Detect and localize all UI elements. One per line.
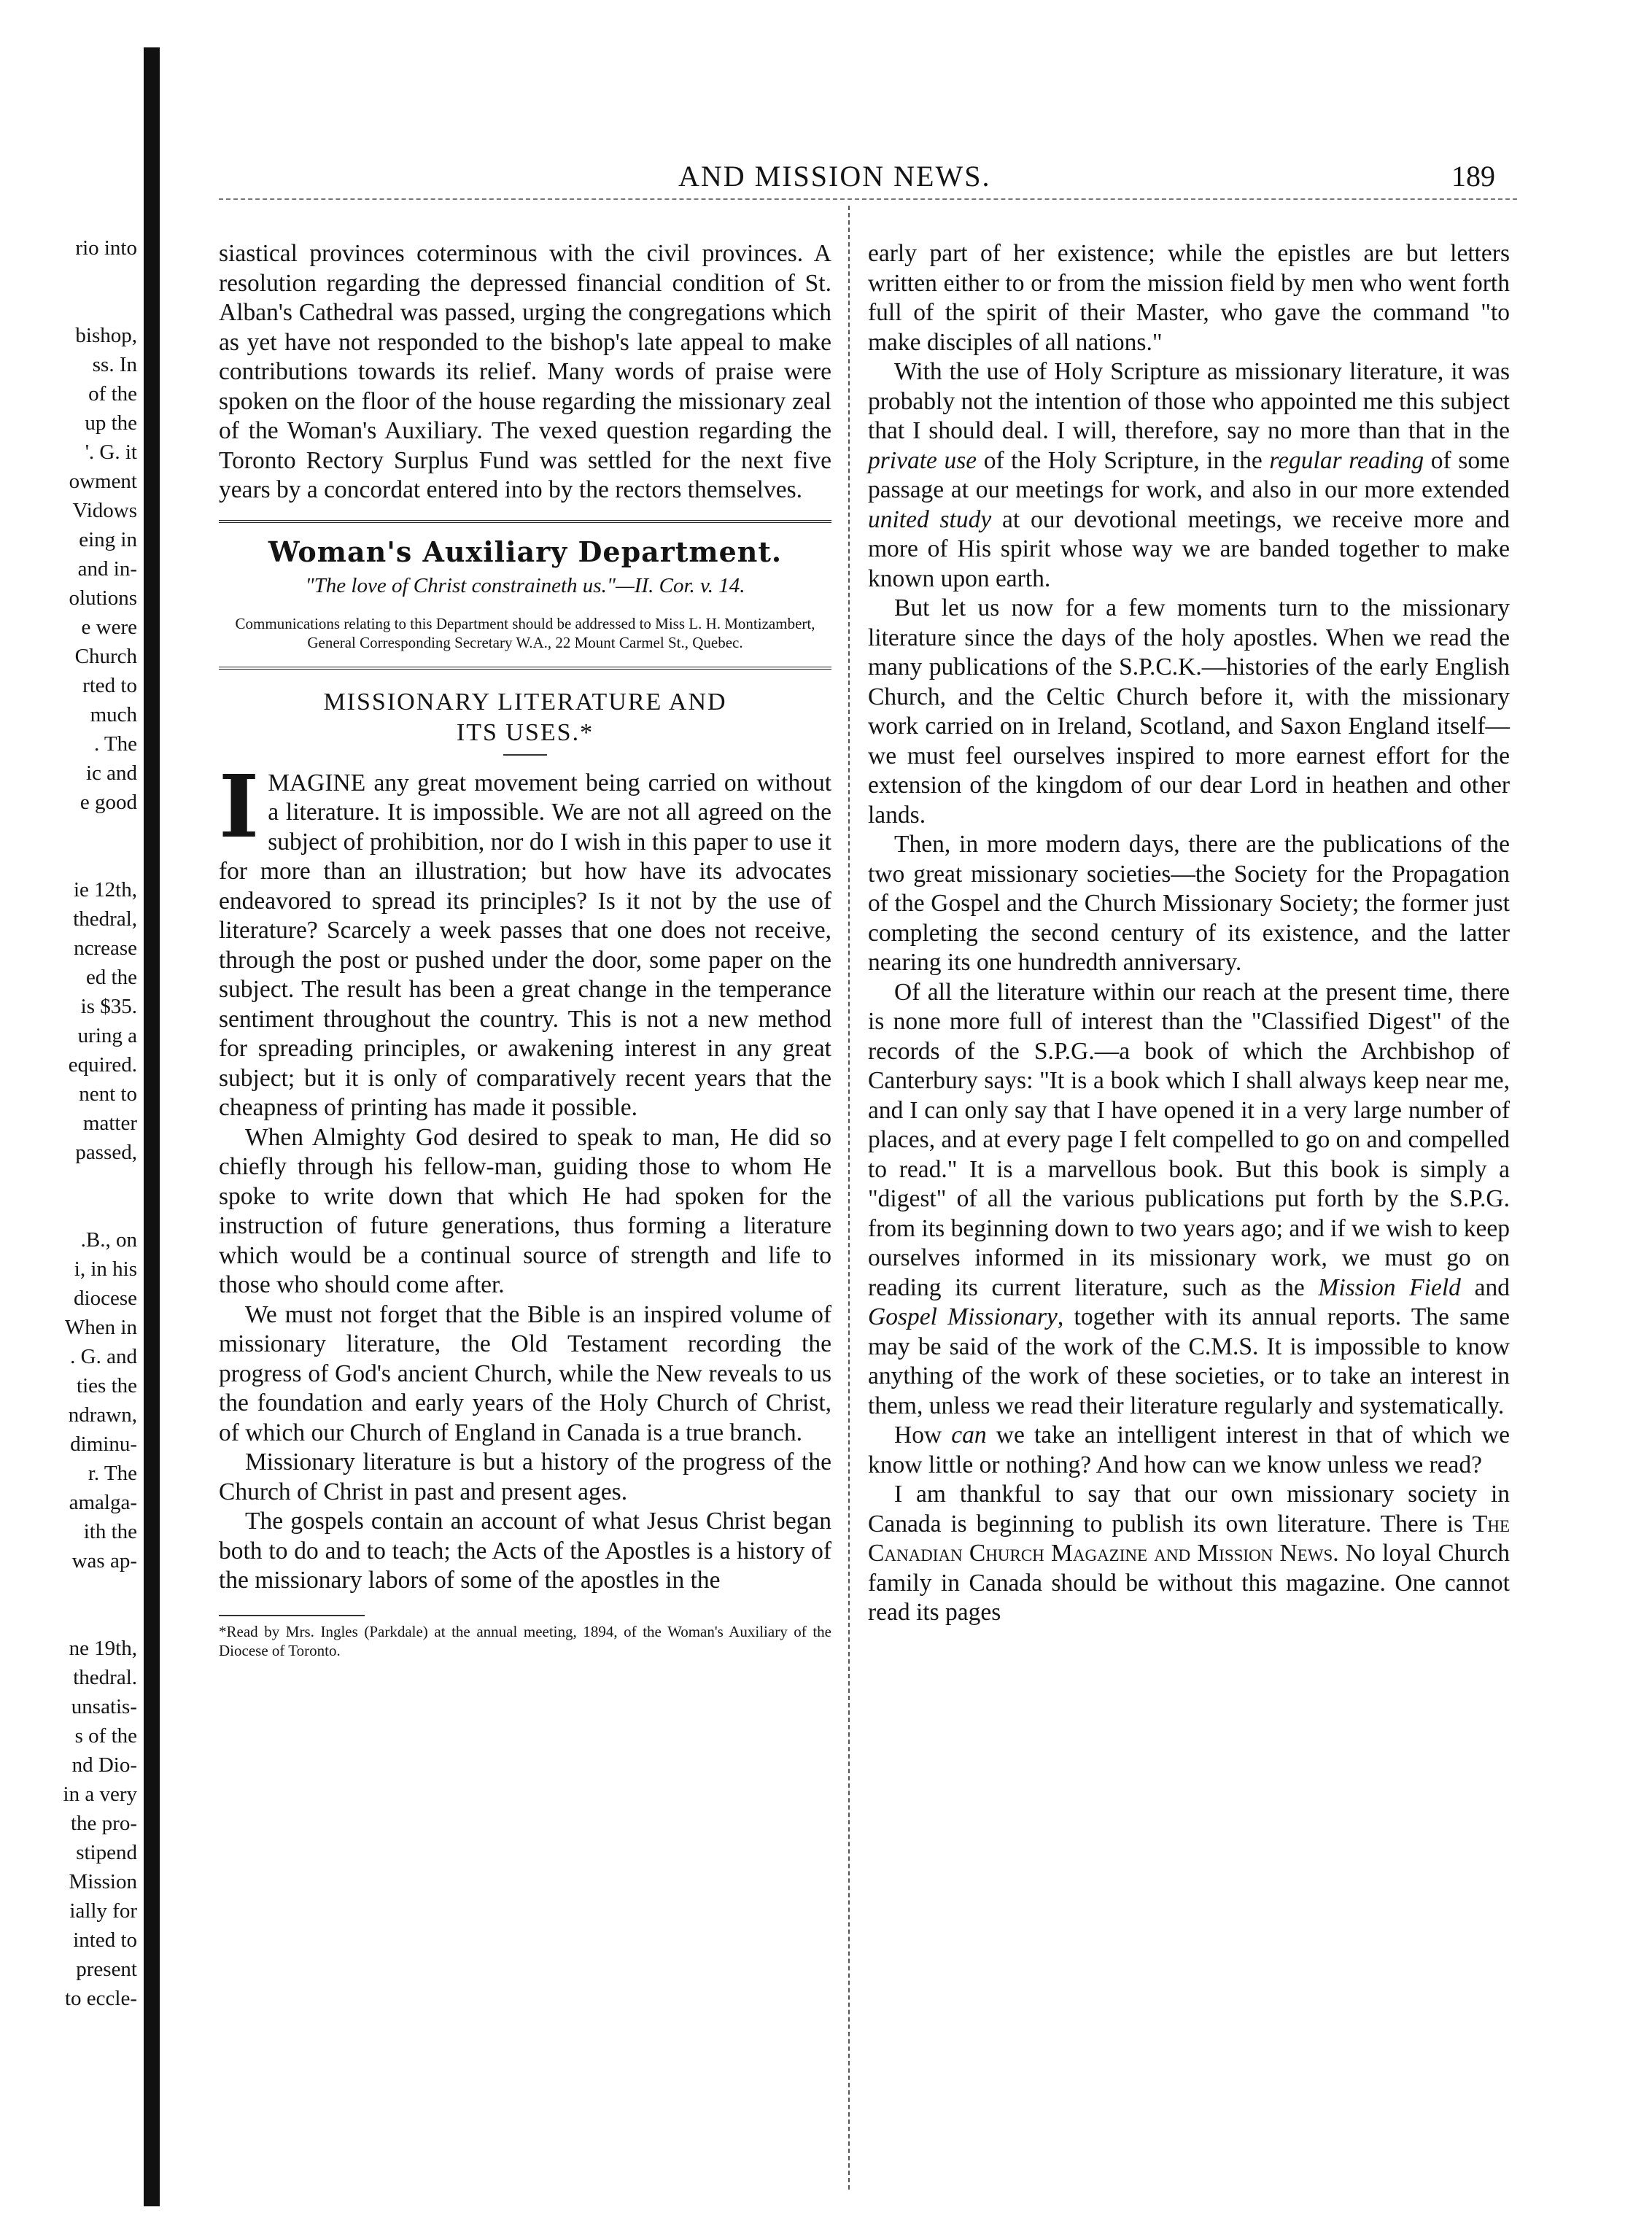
emphasis: Gospel Missionary — [868, 1303, 1058, 1330]
footnote-rule — [219, 1615, 365, 1616]
section-rule — [219, 667, 831, 674]
article-paragraph — [868, 1421, 1510, 1480]
article-paragraph: When Almighty God desired to speak to man, He did so chiefly through his fellow-man, guiding those to whom He spoke to write down that which He had spoken for the instruction of future generations, thus forming a literature which would be a continual source of strength and life to those who should come after. — [219, 1123, 831, 1298]
emphasis: regular reading — [1269, 446, 1424, 474]
article-title — [219, 687, 831, 748]
magazine-name: The Canadian Church Magazine and Mission News. — [868, 1510, 1511, 1567]
fragment-line: uring a — [77, 1024, 137, 1047]
running-title: AND MISSION NEWS. — [678, 160, 991, 193]
article-paragraph: Then, in more modern days, there are the publications of the two great missionary societies—the Society for the Propagation of the Gospel and the Church Missionary Society; the former just completing the second century of its existence, and the latter nearing its one hundredth anniversary. — [868, 831, 1510, 976]
article-paragraph — [219, 755, 831, 1123]
fragment-line: Church — [74, 645, 137, 668]
right-column — [868, 239, 1510, 1628]
article-paragraph: Missionary literature is but a history of the progress of the Church of Christ in past and present ages. — [219, 1449, 831, 1505]
fragment-line: present — [76, 1958, 137, 1981]
article-title-line: MISSIONARY LITERATURE AND — [323, 688, 727, 716]
fragment-line: Mission — [69, 1870, 137, 1893]
fragment-line: inted to — [73, 1928, 137, 1952]
article-paragraph: The gospels contain an account of what Jesus Christ began both to do and to teach; the Acts of the Apostles is a history of the missionary labors of some of the apostles in the — [219, 1508, 831, 1594]
header-rule — [219, 198, 1517, 200]
fragment-line: of the — [88, 382, 137, 406]
fragment-line: nent to — [79, 1082, 137, 1106]
fragment-line: in a very — [63, 1783, 137, 1806]
fragment-line: s of the — [74, 1724, 137, 1748]
text-run: of the Holy Scripture, in the — [983, 446, 1263, 474]
fragment-line: thedral, — [73, 907, 137, 931]
fragment-line: .B., on — [80, 1228, 137, 1252]
synod-report-continuation: siastical provinces coterminous with the civil provinces. A resolution regarding the depressed financial condition of St. Alban's Cathedral was passed, urging the congregations which as yet have not responded to the bishop's late appeal to make contributions towards its relief. Many words of praise were spoken on the floor of the house regarding the missionary zeal of the Woman's Auxiliary. The vexed question regarding the Toronto Rectory Surplus Fund was settled for the next five years by a concordat entered into by the rectors themselves. — [219, 240, 831, 503]
fragment-line: thedral. — [73, 1666, 137, 1689]
fragment-line: ne 19th, — [69, 1637, 137, 1660]
fragment-line: up the — [85, 411, 137, 435]
text-run: I am thankful to say that our own missionary society in Canada is beginning to publish its own literature. There is — [868, 1481, 1510, 1538]
fragment-line: diminu- — [70, 1432, 137, 1456]
fragment-line: ed the — [85, 966, 137, 989]
left-page-fragment — [0, 233, 137, 2013]
text-run: How — [894, 1422, 942, 1449]
fragment-line: owment — [69, 470, 137, 493]
article-paragraph: early part of her existence; while the epistles are but letters written either to or from the mission field by men who went forth full of the spirit of their Master, who gave the command "to make disciples of all nations." — [868, 240, 1510, 356]
article-paragraph — [868, 1480, 1510, 1628]
emphasis: can — [951, 1422, 987, 1449]
department-heading: Woman's Auxiliary Department. — [268, 535, 783, 568]
fragment-line: i, in his — [74, 1257, 137, 1281]
fragment-line: nd Dio- — [71, 1753, 137, 1777]
middle-column — [219, 239, 831, 1660]
text-run: , together with its annual reports. The same may be said of the work of the C.M.S. It is impossible to know anything of the work of these societies, or to take an interest in them, unless we read their literature regularly and systematically. — [868, 1303, 1510, 1419]
fragment-line: stipend — [76, 1841, 137, 1864]
article-paragraph: We must not forget that the Bible is an inspired volume of missionary literature, the Old Testament recording the progress of God's ancient Church, while the New reveals to us the foundation and early years of the Holy Church of Christ, of which our Church of England in Canada is a true branch. — [219, 1300, 831, 1446]
article-paragraph — [868, 357, 1510, 594]
fragment-line: When in — [64, 1316, 137, 1339]
fragment-line: ic and — [85, 761, 137, 785]
fragment-gap — [0, 1167, 137, 1225]
emphasis: united study — [868, 505, 992, 533]
department-notice: Communications relating to this Department should be addressed to Miss L. H. Montizambert, General Corresponding Secretary W.A., 22 Mount Carmel St., Quebec. — [235, 614, 815, 651]
paragraph-text: MAGINE any great movement being carried on without a literature. It is impossible. We are not all agreed on the subject of prohibition, nor do I wish in this paper to use it for more than an illustration; but how have its advocates endeavored to spread its principles? Is it not by the use of literature? Scarcely a week passes that one does not receive, through the post or pushed under the door, some paper on the subject. The result has been a great change in the temperance sentiment throughout the country. This is not a new method for spreading principles, or awakening interest in any great subject; but it is only of comparatively recent years that the cheapness of printing has made it possible. — [219, 769, 831, 1121]
column-divider — [848, 206, 850, 2190]
fragment-line: passed, — [75, 1141, 137, 1164]
text-run: of some passage at our meetings for work, and also in our more extended — [868, 446, 1511, 503]
fragment-line: Vidows — [72, 499, 137, 522]
fragment-line: equired. — [68, 1053, 137, 1077]
fragment-line: ie 12th, — [74, 878, 137, 901]
fragment-line: rted to — [82, 674, 137, 697]
fragment-line: '. G. it — [85, 441, 137, 464]
running-header — [219, 159, 1510, 195]
fragment-line: ndrawn, — [68, 1403, 137, 1427]
fragment-line: diocese — [74, 1287, 137, 1310]
fragment-line: rio into — [75, 236, 137, 260]
title-rule — [503, 754, 547, 756]
article-paragraph: But let us now for a few moments turn to the missionary literature since the days of the holy apostles. When we read the many publications of the S.P.C.K.—histories of the early English Church, and the Celtic Church before it, with the missionary work carried on in Ireland, Scotland, and Saxon England itself—we must feel ourselves inspired to more earnest effort for the extension of the kingdom of our dear Lord in heathen and other lands. — [868, 594, 1510, 829]
text-run: and — [1474, 1273, 1511, 1301]
article-paragraph — [868, 978, 1510, 1422]
fragment-line: . G. and — [70, 1345, 137, 1368]
fragment-line: r. The — [88, 1462, 137, 1485]
fragment-line: and in- — [77, 557, 137, 581]
emphasis: Mission Field — [1318, 1273, 1461, 1301]
drop-cap: I — [219, 755, 260, 857]
fragment-line: olutions — [69, 586, 137, 610]
fragment-line: ially for — [69, 1899, 137, 1923]
fragment-line: much — [90, 703, 137, 726]
fragment-line: . The — [93, 732, 137, 756]
fragment-gap — [0, 1575, 137, 1634]
fragment-gap — [0, 817, 137, 875]
page-number: 189 — [1451, 160, 1495, 193]
fragment-line: unsatis- — [71, 1695, 137, 1718]
fragment-line: matter — [82, 1112, 137, 1135]
section-rule — [219, 520, 831, 527]
emphasis: private use — [868, 446, 977, 474]
binding-spine — [144, 47, 160, 2206]
department-motto: "The love of Christ constraineth us."—II. Cor. v. 14. — [305, 574, 745, 597]
text-run: With the use of Holy Scripture as missionary literature, it was probably not the intention of those who appointed me this subject that I should deal. I will, therefore, say no more than that in the — [868, 358, 1510, 444]
fragment-line: was ap- — [71, 1549, 137, 1573]
fragment-line: e were — [81, 616, 137, 639]
fragment-line: amalga- — [69, 1491, 137, 1514]
text-run: Of all the literature within our reach at the present time, there is none more full of interest than the "Classified Digest" of the records of the S.P.G.—a book of which the Archbishop of Canterbury says: "It is a book which I shall always keep near me, and I can only say that I have opened it in a very large number of places, and at every page I felt compelled to go on and compelled to read." It is a marvellous book. But this book is simply a "digest" of all the various publications put forth by the S.P.G. from its beginning down to two years ago; and if we wish to keep ourselves informed in its missionary work, we must go on reading its current literature, such as the — [868, 978, 1510, 1301]
fragment-line: bishop, — [75, 324, 137, 347]
footnote: *Read by Mrs. Ingles (Parkdale) at the annual meeting, 1894, of the Woman's Auxiliary of the Diocese of Toronto. — [219, 1622, 831, 1659]
fragment-line: ss. In — [92, 353, 137, 376]
fragment-line: eing in — [79, 528, 137, 551]
text-run: No loyal Church family in Canada should be without this magazine. One cannot read its pages — [868, 1540, 1511, 1626]
article-title-line: ITS USES.* — [456, 718, 594, 746]
fragment-line: ties the — [77, 1374, 137, 1397]
text-run: we take an intelligent interest in that of which we know little or nothing? And how can we know unless we read? — [868, 1422, 1511, 1478]
fragment-line: is $35. — [80, 995, 137, 1018]
fragment-line: to eccle- — [64, 1987, 137, 2010]
fragment-gap — [0, 263, 137, 321]
fragment-line: the pro- — [71, 1812, 137, 1835]
text-run: at our devotional meetings, we receive more and more of His spirit whose way we are banded together to make known upon earth. — [868, 505, 1510, 592]
fragment-line: ith the — [83, 1520, 137, 1543]
fragment-line: e good — [80, 791, 137, 814]
fragment-line: ncrease — [74, 937, 137, 960]
